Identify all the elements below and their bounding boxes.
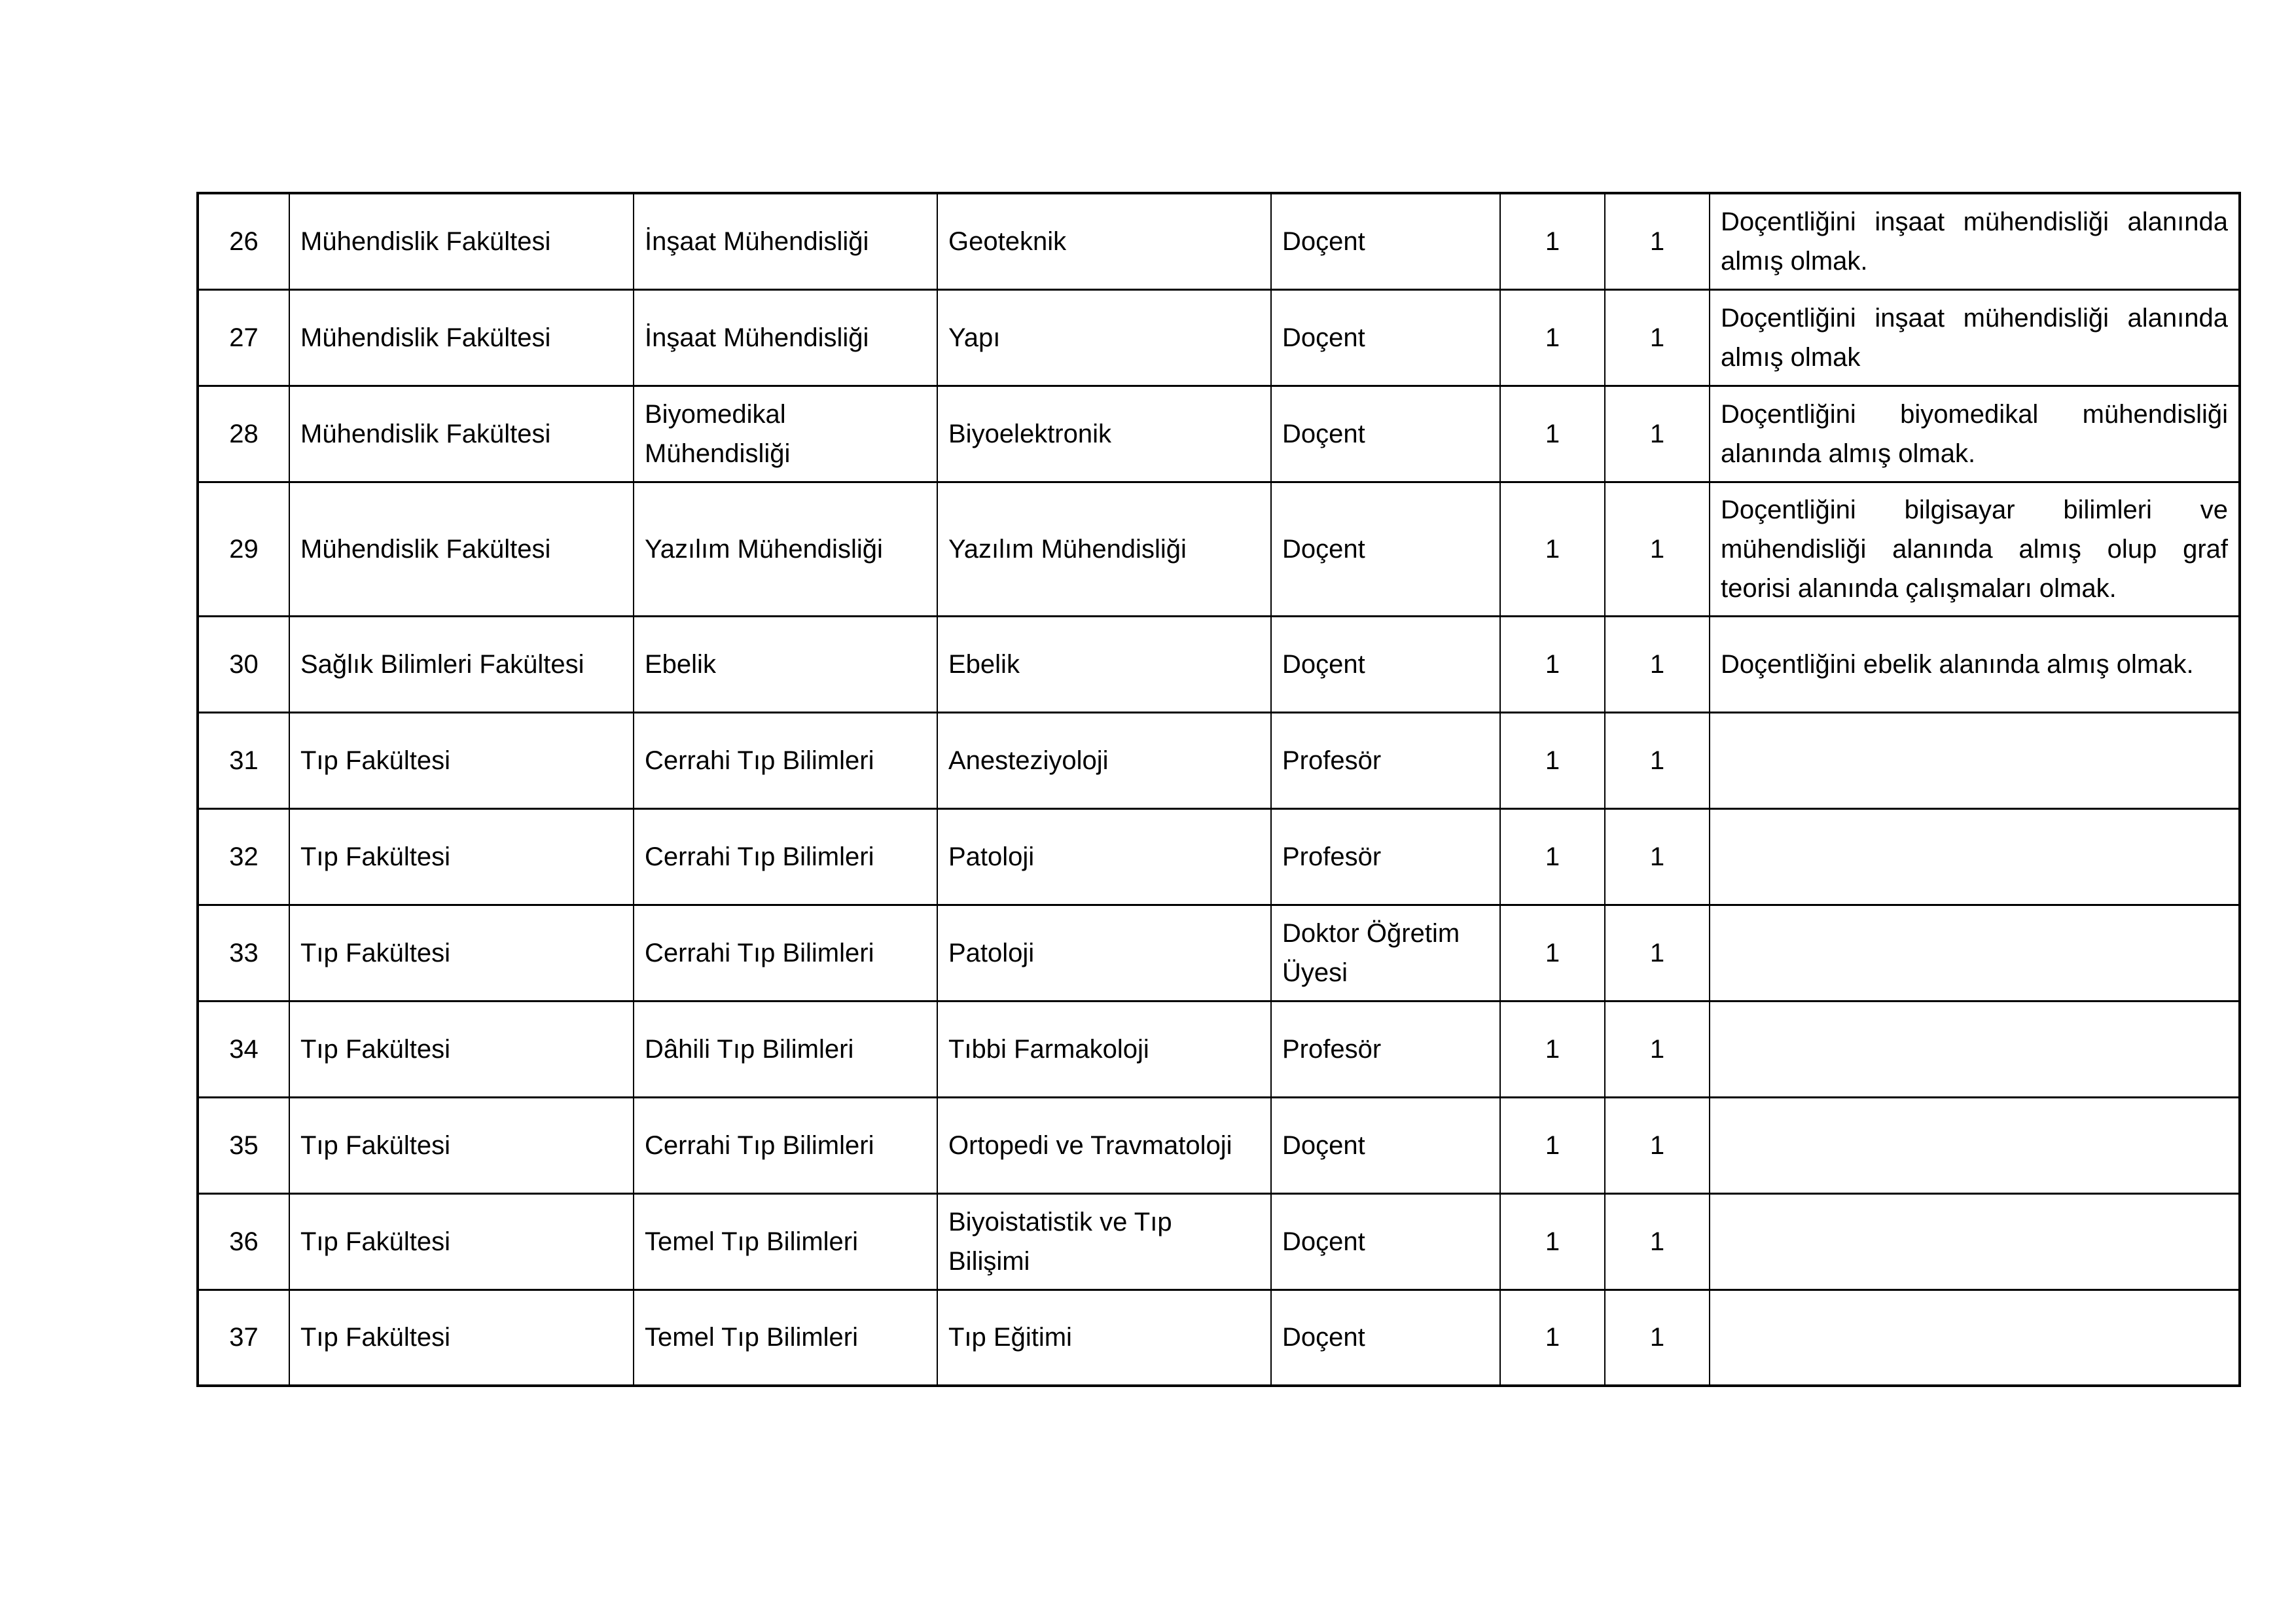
faculty-cell: Mühendislik Fakültesi — [289, 482, 634, 616]
count-cell: 1 — [1605, 905, 1710, 1001]
table-row — [198, 905, 2240, 1001]
grade-cell: 1 — [1500, 905, 1605, 1001]
table-row — [198, 1097, 2240, 1193]
field-cell: Tıbbi Farmakoloji — [937, 1001, 1271, 1097]
table-row — [198, 808, 2240, 905]
department-cell: Temel Tıp Bilimleri — [634, 1193, 937, 1290]
title-cell: Doçent — [1271, 482, 1500, 616]
no-cell: 26 — [198, 193, 289, 289]
department-cell: Cerrahi Tıp Bilimleri — [634, 1097, 937, 1193]
field-cell: Anesteziyoloji — [937, 712, 1271, 808]
field-cell: Ortopedi ve Travmatoloji — [937, 1097, 1271, 1193]
grade-cell: 1 — [1500, 1001, 1605, 1097]
count-cell: 1 — [1605, 616, 1710, 712]
faculty-cell: Tıp Fakültesi — [289, 1290, 634, 1386]
faculty-cell: Tıp Fakültesi — [289, 1097, 634, 1193]
title-cell: Doçent — [1271, 386, 1500, 482]
title-cell: Doçent — [1271, 289, 1500, 386]
department-cell: Ebelik — [634, 616, 937, 712]
requirement-cell — [1710, 905, 2240, 1001]
field-cell: Patoloji — [937, 808, 1271, 905]
no-cell: 34 — [198, 1001, 289, 1097]
title-cell: Doçent — [1271, 1097, 1500, 1193]
no-cell: 27 — [198, 289, 289, 386]
grade-cell: 1 — [1500, 1193, 1605, 1290]
field-cell: Tıp Eğitimi — [937, 1290, 1271, 1386]
faculty-cell: Tıp Fakültesi — [289, 1001, 634, 1097]
requirement-cell: Doçentliğini bilgisayar bilimleri ve mühendisliği alanında almış olup graf teorisi alanında çalışmaları olmak. — [1710, 482, 2240, 616]
table-row — [198, 193, 2240, 289]
no-cell: 32 — [198, 808, 289, 905]
department-cell: Dâhili Tıp Bilimleri — [634, 1001, 937, 1097]
count-cell: 1 — [1605, 808, 1710, 905]
field-cell: Ebelik — [937, 616, 1271, 712]
no-cell: 33 — [198, 905, 289, 1001]
grade-cell: 1 — [1500, 712, 1605, 808]
count-cell: 1 — [1605, 1097, 1710, 1193]
faculty-cell: Tıp Fakültesi — [289, 808, 634, 905]
department-cell: İnşaat Mühendisliği — [634, 193, 937, 289]
field-cell: Yapı — [937, 289, 1271, 386]
faculty-cell: Mühendislik Fakültesi — [289, 193, 634, 289]
department-cell: Cerrahi Tıp Bilimleri — [634, 905, 937, 1001]
requirement-cell — [1710, 1097, 2240, 1193]
requirement-cell — [1710, 1193, 2240, 1290]
requirement-cell — [1710, 712, 2240, 808]
faculty-cell: Sağlık Bilimleri Fakültesi — [289, 616, 634, 712]
grade-cell: 1 — [1500, 193, 1605, 289]
no-cell: 37 — [198, 1290, 289, 1386]
title-cell: Doçent — [1271, 616, 1500, 712]
academic-positions-table — [196, 192, 2241, 1387]
grade-cell: 1 — [1500, 1290, 1605, 1386]
no-cell: 31 — [198, 712, 289, 808]
count-cell: 1 — [1605, 193, 1710, 289]
department-cell: Cerrahi Tıp Bilimleri — [634, 712, 937, 808]
department-cell: İnşaat Mühendisliği — [634, 289, 937, 386]
count-cell: 1 — [1605, 482, 1710, 616]
count-cell: 1 — [1605, 1193, 1710, 1290]
title-cell: Doçent — [1271, 1193, 1500, 1290]
positions-table-body — [198, 193, 2240, 1386]
table-row — [198, 1193, 2240, 1290]
title-cell: Profesör — [1271, 808, 1500, 905]
faculty-cell: Mühendislik Fakültesi — [289, 289, 634, 386]
grade-cell: 1 — [1500, 386, 1605, 482]
title-cell: Profesör — [1271, 1001, 1500, 1097]
table-row — [198, 1001, 2240, 1097]
count-cell: 1 — [1605, 712, 1710, 808]
faculty-cell: Mühendislik Fakültesi — [289, 386, 634, 482]
no-cell: 36 — [198, 1193, 289, 1290]
no-cell: 28 — [198, 386, 289, 482]
table-row — [198, 712, 2240, 808]
grade-cell: 1 — [1500, 289, 1605, 386]
count-cell: 1 — [1605, 289, 1710, 386]
no-cell: 30 — [198, 616, 289, 712]
table-row — [198, 1290, 2240, 1386]
title-cell: Doçent — [1271, 193, 1500, 289]
grade-cell: 1 — [1500, 808, 1605, 905]
table-row — [198, 289, 2240, 386]
no-cell: 29 — [198, 482, 289, 616]
requirement-cell: Doçentliğini ebelik alanında almış olmak. — [1710, 616, 2240, 712]
requirement-cell: Doçentliğini inşaat mühendisliği alanında almış olmak — [1710, 289, 2240, 386]
field-cell: Patoloji — [937, 905, 1271, 1001]
requirement-cell — [1710, 1290, 2240, 1386]
count-cell: 1 — [1605, 386, 1710, 482]
title-cell: Profesör — [1271, 712, 1500, 808]
title-cell: Doçent — [1271, 1290, 1500, 1386]
requirement-cell — [1710, 1001, 2240, 1097]
field-cell: Biyoistatistik ve Tıp Bilişimi — [937, 1193, 1271, 1290]
table-row — [198, 482, 2240, 616]
count-cell: 1 — [1605, 1290, 1710, 1386]
faculty-cell: Tıp Fakültesi — [289, 1193, 634, 1290]
grade-cell: 1 — [1500, 616, 1605, 712]
grade-cell: 1 — [1500, 482, 1605, 616]
department-cell: Yazılım Mühendisliği — [634, 482, 937, 616]
field-cell: Geoteknik — [937, 193, 1271, 289]
grade-cell: 1 — [1500, 1097, 1605, 1193]
requirement-cell: Doçentliğini biyomedikal mühendisliği alanında almış olmak. — [1710, 386, 2240, 482]
field-cell: Yazılım Mühendisliği — [937, 482, 1271, 616]
count-cell: 1 — [1605, 1001, 1710, 1097]
faculty-cell: Tıp Fakültesi — [289, 712, 634, 808]
department-cell: Cerrahi Tıp Bilimleri — [634, 808, 937, 905]
department-cell: Biyomedikal Mühendisliği — [634, 386, 937, 482]
title-cell: Doktor Öğretim Üyesi — [1271, 905, 1500, 1001]
faculty-cell: Tıp Fakültesi — [289, 905, 634, 1001]
no-cell: 35 — [198, 1097, 289, 1193]
department-cell: Temel Tıp Bilimleri — [634, 1290, 937, 1386]
requirement-cell — [1710, 808, 2240, 905]
requirement-cell: Doçentliğini inşaat mühendisliği alanında almış olmak. — [1710, 193, 2240, 289]
field-cell: Biyoelektronik — [937, 386, 1271, 482]
table-row — [198, 386, 2240, 482]
table-row — [198, 616, 2240, 712]
